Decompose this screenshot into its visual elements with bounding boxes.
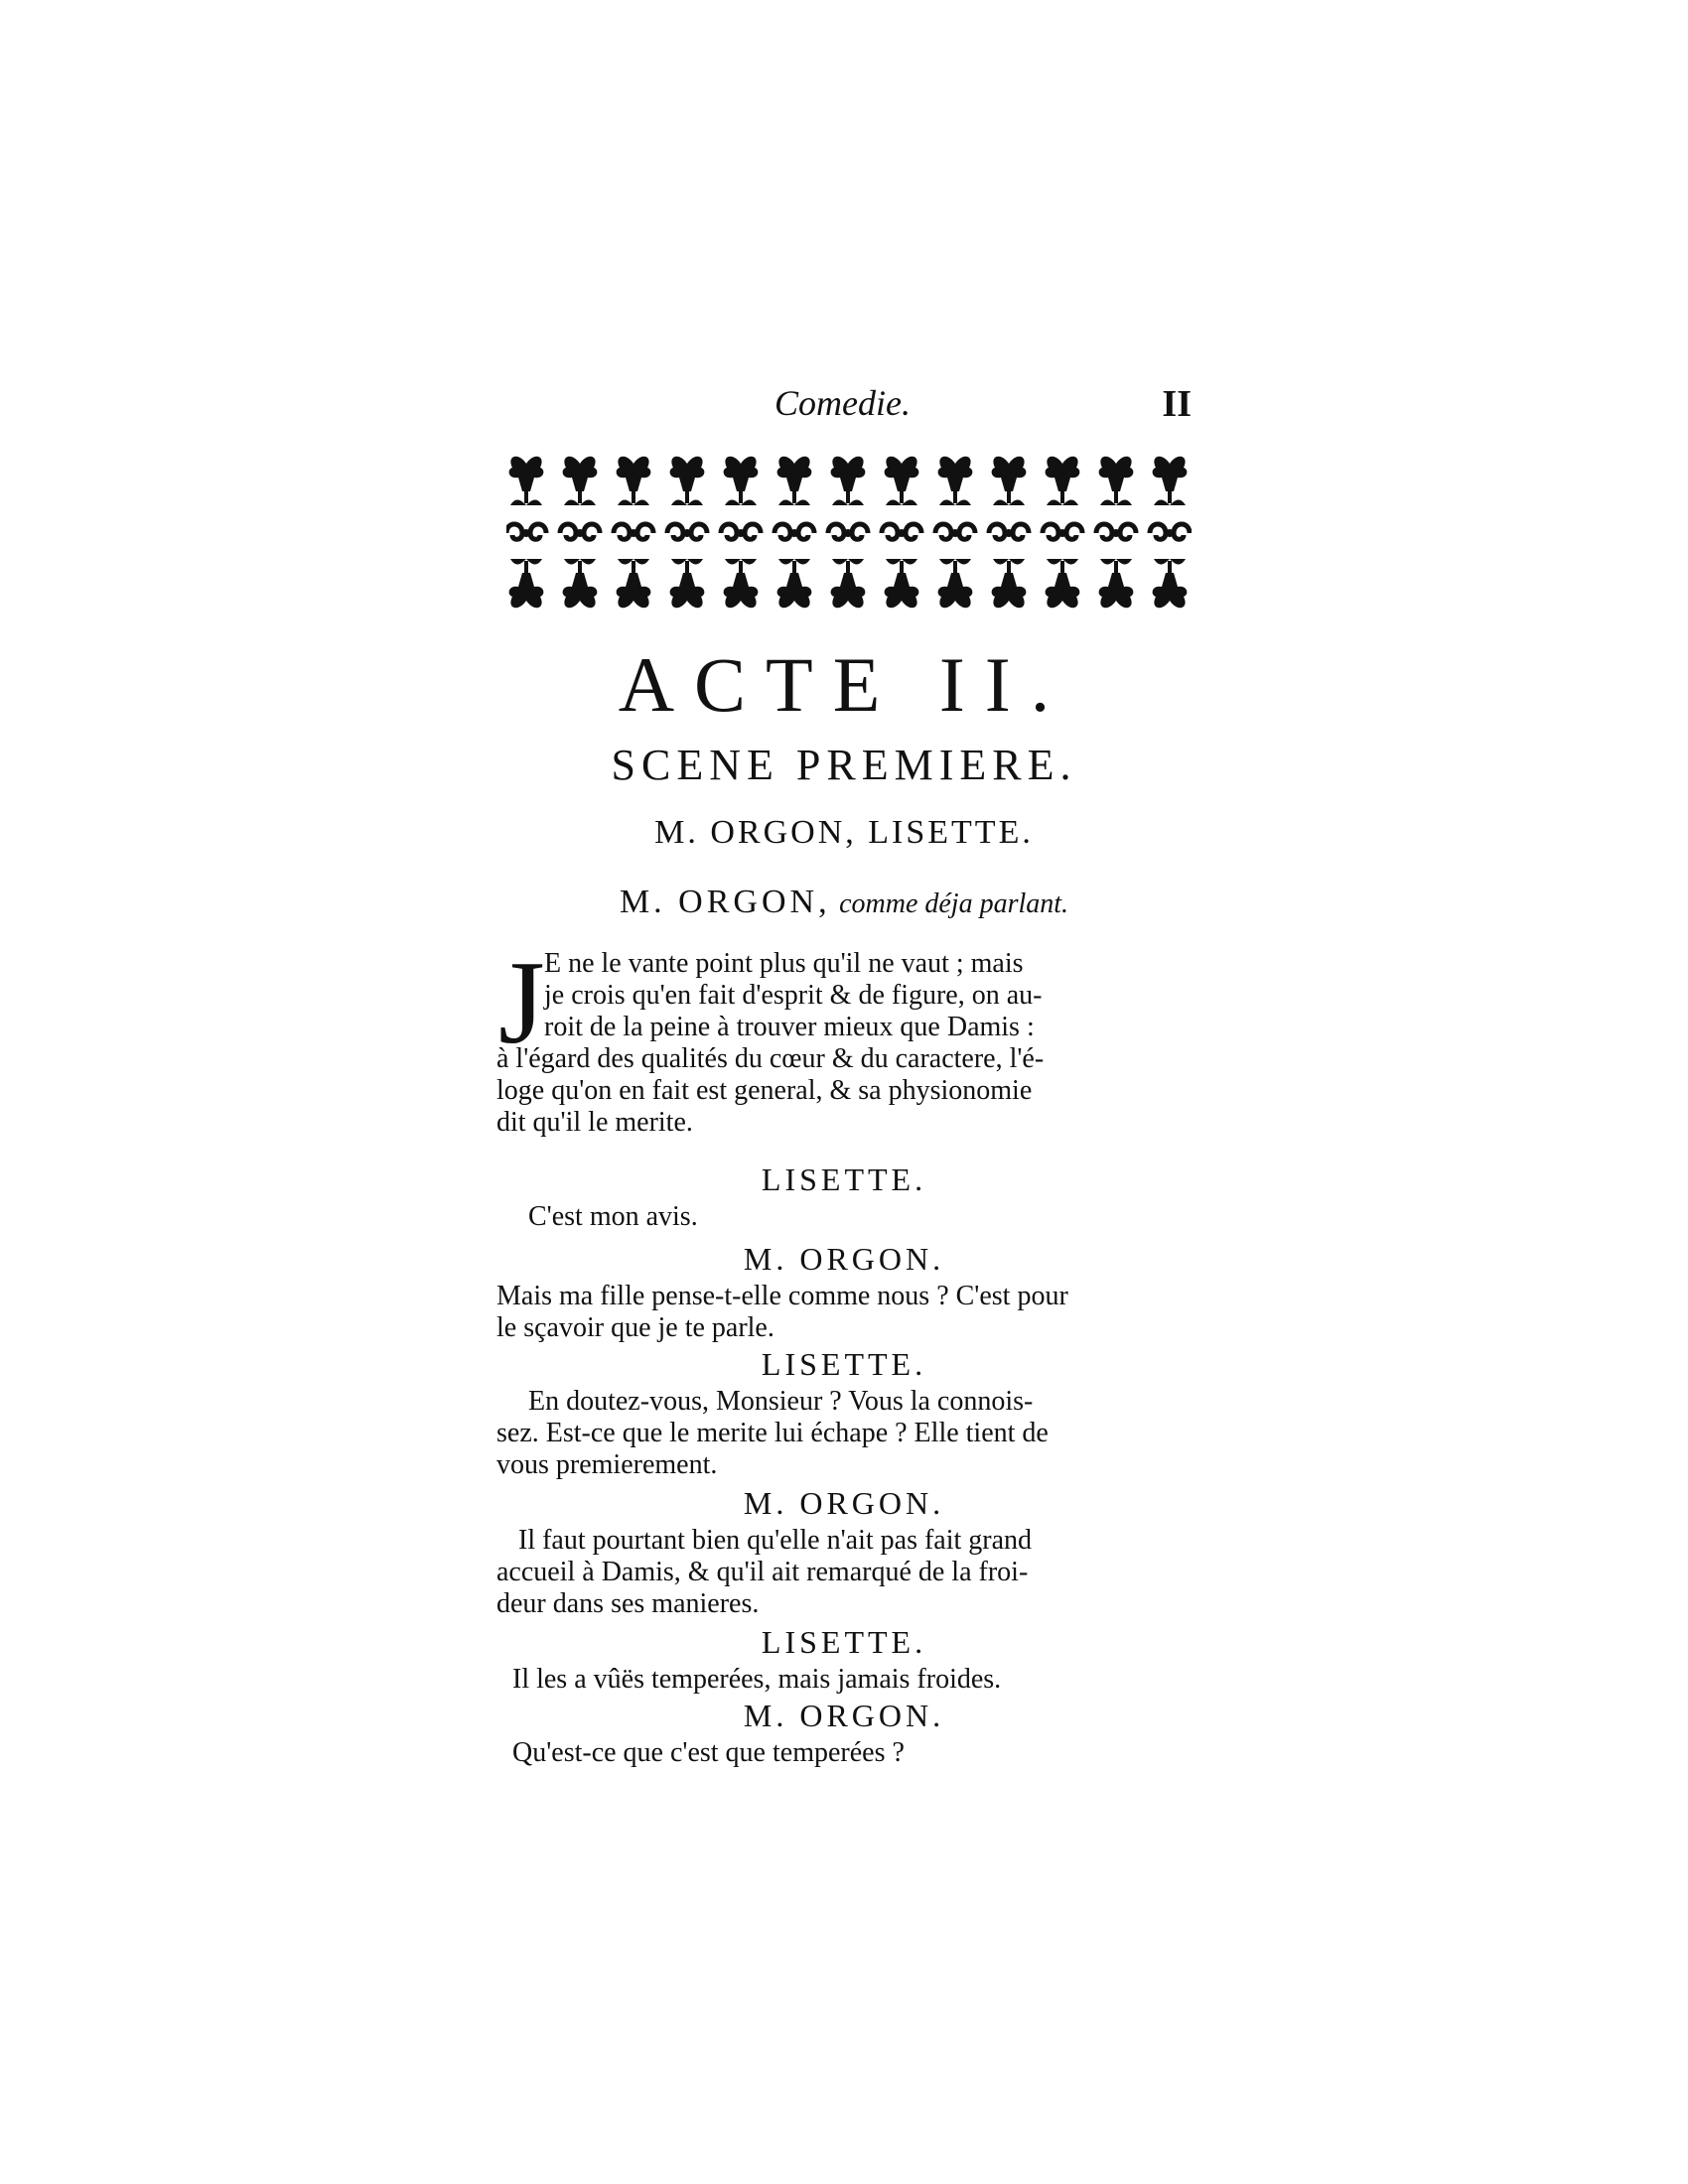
speech-line: je crois qu'en fait d'esprit & de figure, on au- <box>544 980 1043 1011</box>
page-number: II <box>1162 383 1192 425</box>
speech-line: E ne le vante point plus qu'il ne vaut ; mais <box>544 948 1024 979</box>
drop-cap: J <box>498 936 545 1068</box>
speech-line: sez. Est-ce que le merite lui échape ? Elle tient de <box>496 1418 1049 1448</box>
speaker-name: M. ORGON, <box>619 884 831 920</box>
speech-line: roit de la peine à trouver mieux que Damis : <box>544 1012 1035 1042</box>
running-head-title: Comedie. <box>774 383 911 423</box>
speech-line: En doutez-vous, Monsieur ? Vous la connois- <box>528 1386 1034 1417</box>
speech-line: Mais ma fille pense-t-elle comme nous ? C'est pour <box>496 1281 1068 1311</box>
running-head <box>496 382 1192 432</box>
first-speech <box>496 936 1192 1176</box>
scene-title: SCENE PREMIERE. <box>611 741 1077 789</box>
speech-line: le sçavoir que je te parle. <box>496 1312 774 1343</box>
speaker-name: M. ORGON. <box>743 1485 945 1521</box>
speaker-name: LISETTE. <box>761 1624 927 1660</box>
speech-line: à l'égard des qualités du cœur & du caractere, l'é- <box>496 1043 1045 1074</box>
speech-line: Qu'est-ce que c'est que temperées ? <box>512 1737 905 1768</box>
speech-line: loge qu'on en fait est general, & sa physionomie <box>496 1075 1033 1106</box>
speaker-name: M. ORGON. <box>743 1241 945 1277</box>
speaker-name: LISETTE. <box>761 1346 927 1382</box>
speech-line: deur dans ses manieres. <box>496 1588 760 1619</box>
stage-direction: comme déja parlant. <box>839 888 1069 919</box>
fleuron-ornament-icon <box>506 452 1192 615</box>
speech-line: vous premierement. <box>496 1449 718 1480</box>
speaker-name: M. ORGON. <box>743 1698 945 1733</box>
speaker-name: LISETTE. <box>761 1161 927 1197</box>
act-title: ACTE II. <box>618 641 1070 728</box>
speech-line: Il les a vûës temperées, mais jamais froides. <box>512 1664 1002 1695</box>
first-speaker-heading <box>496 884 1192 921</box>
speech-line: C'est mon avis. <box>528 1201 698 1232</box>
speech-line: dit qu'il le merite. <box>496 1107 693 1138</box>
speech-line: Il faut pourtant bien qu'elle n'ait pas fait grand <box>518 1525 1033 1556</box>
speech-line: accueil à Damis, & qu'il ait remarqué de la froi- <box>496 1557 1029 1587</box>
characters-line: M. ORGON, LISETTE. <box>654 814 1034 851</box>
